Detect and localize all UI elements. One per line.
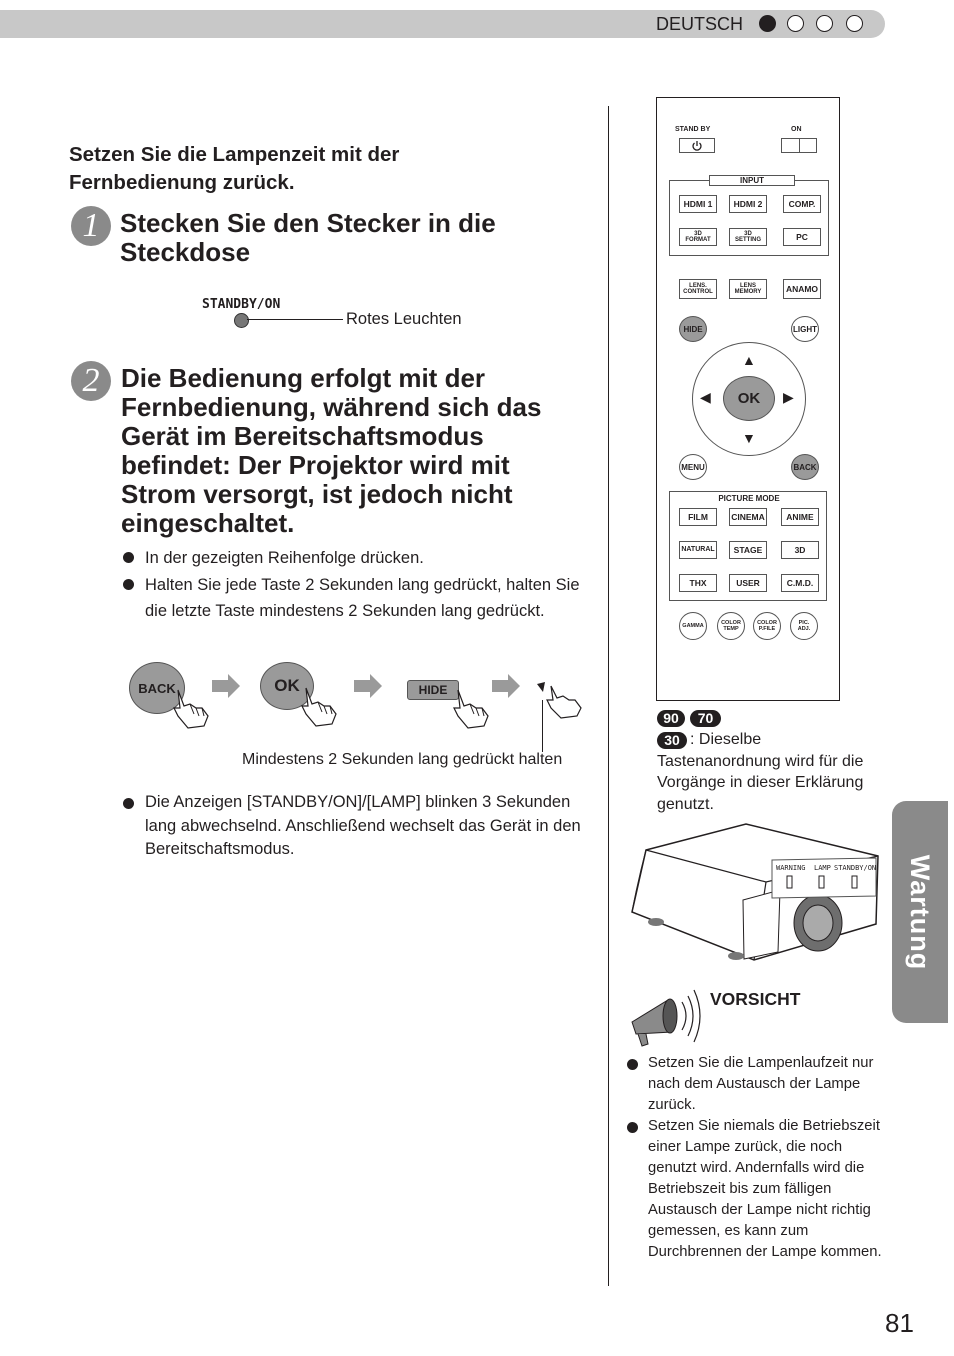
remote-control [656, 97, 840, 701]
caution-title: VORSICHT [710, 989, 801, 1009]
right-arrow-icon[interactable]: ▶ [783, 389, 794, 405]
projector-warning-label: WARNING [776, 864, 806, 872]
language-bar [0, 10, 885, 38]
picture-mode-title: PICTURE MODE [718, 494, 780, 503]
on-button[interactable] [781, 138, 817, 153]
pic-adj-button[interactable]: PIC. ADJ. [790, 612, 818, 640]
stage-button[interactable]: STAGE [729, 541, 767, 559]
bullet [123, 552, 134, 563]
pressing-hand-icon [450, 686, 494, 730]
language-dot [787, 15, 804, 32]
pressing-hand-icon [170, 686, 214, 730]
thx-button[interactable]: THX [679, 574, 717, 592]
3d-format-button[interactable]: 3D FORMAT [679, 228, 717, 246]
pressing-hand-icon [298, 684, 342, 728]
on-label: ON [791, 126, 802, 133]
3d-button[interactable]: 3D [781, 541, 819, 559]
model-note: : Dieselbe Tastenanordnung wird für die Vorgänge in dieser Erklärung genutzt. [657, 731, 864, 813]
back-button[interactable]: BACK [791, 454, 819, 480]
left-arrow-icon[interactable]: ◀ [700, 389, 711, 405]
user-button[interactable]: USER [729, 574, 767, 592]
step-2-number: 2 [71, 361, 111, 401]
bullet [627, 1059, 638, 1070]
hold-note: Mindestens 2 Sekunden lang gedrückt halten [242, 751, 563, 768]
film-button[interactable]: FILM [679, 508, 717, 526]
step-2-final-bullet: Die Anzeigen [STANDBY/ON]/[LAMP] blinken 3 Sekunden lang abwechselnd. Anschließend wechselt das Gerät in den Bereitschaftsmodus. [145, 793, 581, 858]
standby-led-icon [234, 313, 249, 328]
indicator-leader-line [247, 319, 343, 320]
ok-button[interactable]: OK [723, 376, 775, 421]
menu-button[interactable]: MENU [679, 454, 707, 480]
standby-button[interactable] [679, 138, 715, 153]
hide-button[interactable]: HIDE [679, 316, 707, 342]
side-tab-label: Wartung [905, 854, 936, 970]
projector-standby-label: STANDBY/ON [834, 864, 877, 872]
standby-indicator-label: STANDBY/ON [202, 297, 281, 312]
bullet [123, 579, 134, 590]
ok-button-illustration: OK [260, 662, 314, 710]
language-dot [846, 15, 863, 32]
bullet [627, 1122, 638, 1133]
step-2-bullet-2: Halten Sie jede Taste 2 Sekunden lang gedrückt, halten Sie die letzte Taste mindestens 2 Sekunden lang gedrückt. [145, 576, 580, 620]
step-1-title: Stecken Sie den Stecker in die Steckdose [120, 208, 496, 267]
color-profile-button[interactable]: COLOR P.FILE [753, 612, 781, 640]
language-dot-active [759, 15, 776, 32]
page-number: 81 [885, 1308, 914, 1338]
caution-bullet-1: Setzen Sie die Lampenlaufzeit nur nach dem Austausch der Lampe zurück. [648, 1055, 874, 1113]
anamo-button[interactable]: ANAMO [783, 279, 821, 299]
power-icon [691, 140, 703, 152]
down-arrow-icon[interactable]: ▼ [742, 430, 756, 446]
input-group-title: INPUT [709, 175, 795, 186]
step-2-title: Die Bedienung erfolgt mit der Fernbedienung, während sich das Gerät im Bereitschaftsmodus befindet: Der Projektor wird mit Strom versorgt, ist jedoch nicht eingeschaltet. [121, 363, 542, 538]
model-badge-30: 30 [657, 732, 687, 749]
hdmi1-button[interactable]: HDMI 1 [679, 195, 717, 213]
gamma-button[interactable]: GAMMA [679, 612, 707, 640]
comp-button[interactable]: COMP. [783, 195, 821, 213]
pc-button[interactable]: PC [783, 228, 821, 246]
color-temp-button[interactable]: COLOR TEMP [717, 612, 745, 640]
hide-button-illustration: HIDE [407, 680, 459, 700]
step-1-number: 1 [71, 206, 111, 246]
column-divider [608, 106, 609, 1286]
hold-leader-line [542, 700, 543, 752]
light-button[interactable]: LIGHT [791, 316, 819, 342]
language-dot [816, 15, 833, 32]
caution-bullet-2: Setzen Sie niemals die Betriebszeit einer Lampe zurück, die noch genutzt wird. Andernfalls wird die Betriebszeit bis zum fälligen Austausch der Lampe nicht richtig gemessen, es kann zum Durchbrennen der Lampe kommen. [648, 1118, 882, 1260]
arrow-right-icon [490, 672, 522, 700]
model-badge-70: 70 [690, 710, 721, 727]
projector-illustration [626, 820, 880, 968]
language-label: DEUTSCH [656, 14, 744, 34]
indicator-note: Rotes Leuchten [346, 310, 462, 328]
hdmi2-button[interactable]: HDMI 2 [729, 195, 767, 213]
section-subheading: Setzen Sie die Lampenzeit mit der Fernbedienung zurück. [69, 143, 400, 194]
natural-button[interactable]: NATURAL [679, 541, 717, 559]
3d-setting-button[interactable]: 3D SETTING [729, 228, 767, 246]
arrow-right-icon [352, 672, 384, 700]
arrow-right-icon [210, 672, 242, 700]
megaphone-icon [624, 982, 704, 1050]
bullet [123, 798, 134, 809]
cinema-button[interactable]: CINEMA [729, 508, 767, 526]
model-badge-90: 90 [657, 710, 685, 727]
step-2-bullet-1: In der gezeigten Reihenfolge drücken. [145, 549, 424, 567]
cmd-button[interactable]: C.M.D. [781, 574, 819, 592]
lens-memory-button[interactable]: LENS MEMORY [729, 279, 767, 299]
back-button-illustration: BACK [129, 662, 185, 714]
lens-control-button[interactable]: LENS. CONTROL [679, 279, 717, 299]
projector-lamp-label: LAMP [814, 864, 831, 872]
up-arrow-icon[interactable]: ▲ [742, 352, 756, 368]
anime-button[interactable]: ANIME [781, 508, 819, 526]
standby-label: STAND BY [675, 126, 711, 133]
